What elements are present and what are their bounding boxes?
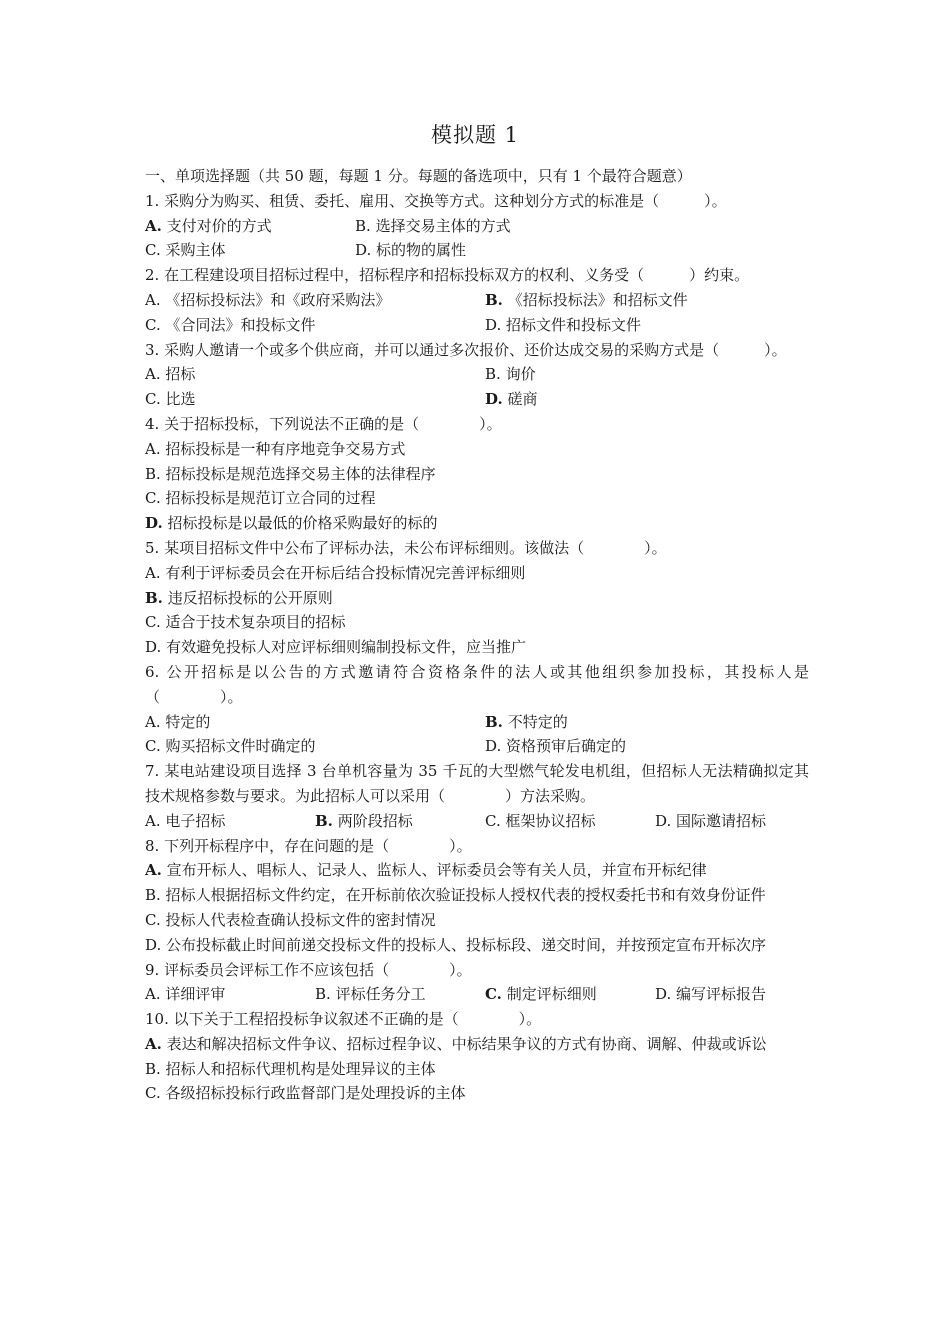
option-6c: C. 购买招标文件时确定的 (145, 737, 316, 756)
option-7a: A. 电子招标 (145, 811, 226, 830)
option-3c: C. 比选 (145, 390, 196, 409)
question-6-stem: 6. 公开招标是以公告的方式邀请符合资格条件的法人或其他组织参加投标，其投标人是（ ）。 (145, 662, 809, 706)
page-title: 模拟题 1 (430, 123, 520, 147)
option-10c: C. 各级招标投标行政监督部门是处理投诉的主体 (145, 1084, 466, 1103)
question-7-options-row (145, 809, 809, 834)
option-5c: C. 适合于技术复杂项目的招标 (145, 613, 346, 632)
option-3a: A. 招标 (145, 365, 196, 384)
question-1-stem: 1. 采购分为购买、租赁、委托、雇用、交换等方式。这种划分方式的标准是（ ）。 (145, 191, 727, 210)
section-heading: 一、单项选择题（共 50 题，每题 1 分。每题的备选项中，只有 1 个最符合题意） (145, 167, 692, 185)
option-1a: A. 支付对价的方式 (145, 216, 272, 235)
question-9-stem: 9. 评标委员会评标工作不应该包括（ ）。 (145, 960, 472, 979)
question-2-options-row-2 (145, 313, 809, 338)
question-3-options-row-1 (145, 362, 809, 387)
option-8c: C. 投标人代表检查确认投标文件的密封情况 (145, 910, 436, 929)
question-2-options-row-1 (145, 288, 809, 313)
question-10-stem: 10. 以下关于工程招投标争议叙述不正确的是（ ）。 (145, 1010, 542, 1029)
question-6-options-row-1 (145, 710, 809, 735)
option-3d: D. 磋商 (485, 390, 538, 409)
question-7-stem: 7. 某电站建设项目选择 3 台单机容量为 35 千瓦的大型燃气轮发电机组，但招标人无法精确拟定其技术规格参数与要求。为此招标人可以采用（ ）方法采购。 (145, 762, 809, 805)
option-6d: D. 资格预审后确定的 (485, 737, 627, 756)
option-10a: A. 表达和解决招标文件争议、招标过程争议、中标结果争议的方式有协商、调解、仲裁或诉讼 (145, 1034, 767, 1053)
question-4-stem: 4. 关于招标投标，下列说法不正确的是（ ）。 (145, 414, 502, 433)
option-5b: B. 违反招标投标的公开原则 (145, 588, 333, 607)
option-8a: A. 宣布开标人、唱标人、记录人、监标人、评标委员会等有关人员，并宣布开标纪律 (145, 861, 707, 880)
option-9b: B. 评标任务分工 (315, 985, 426, 1004)
question-9-options-row (145, 982, 809, 1007)
option-2c: C. 《合同法》和投标文件 (145, 315, 316, 334)
question-3-stem: 3. 采购人邀请一个或多个供应商，并可以通过多次报价、还价达成交易的采购方式是（ ）。 (145, 340, 787, 359)
option-8d: D. 公布投标截止时间前递交投标文件的投标人、投标标段、递交时间，并按预定宣布开标次序 (145, 935, 767, 954)
question-2-stem: 2. 在工程建设项目招标过程中，招标程序和招标投标双方的权利、义务受（ ）约束。 (145, 266, 750, 285)
option-2a: A. 《招标投标法》和《政府采购法》 (145, 290, 391, 309)
option-4b: B. 招标投标是规范选择交易主体的法律程序 (145, 464, 436, 483)
question-5-stem: 5. 某项目招标文件中公布了评标办法，未公布评标细则。该做法（ ）。 (145, 538, 667, 557)
option-9a: A. 详细评审 (145, 985, 226, 1004)
option-9d: D. 编写评标报告 (655, 985, 767, 1004)
option-7b: B. 两阶段招标 (315, 811, 413, 830)
question-8-stem: 8. 下列开标程序中，存在问题的是（ ）。 (145, 836, 472, 855)
option-6a: A. 特定的 (145, 712, 211, 731)
option-6b: B. 不特定的 (485, 712, 568, 731)
option-4c: C. 招标投标是规范订立合同的过程 (145, 489, 376, 508)
option-8b: B. 招标人根据招标文件约定，在开标前依次验证投标人授权代表的授权委托书和有效身份证件 (145, 886, 766, 905)
option-1c: C. 采购主体 (145, 241, 226, 260)
option-2b: B. 《招标投标法》和招标文件 (485, 290, 688, 309)
question-3-options-row-2 (145, 387, 809, 412)
exam-content (145, 164, 809, 1106)
option-7d: D. 国际邀请招标 (655, 811, 767, 830)
option-1d: D. 标的物的属性 (355, 241, 467, 260)
option-9c: C. 制定评标细则 (485, 985, 597, 1004)
question-6-options-row-2 (145, 734, 809, 759)
option-2d: D. 招标文件和投标文件 (485, 315, 642, 334)
option-4d: D. 招标投标是以最低的价格采购最好的标的 (145, 514, 438, 533)
option-5a: A. 有利于评标委员会在开标后结合投标情况完善评标细则 (145, 563, 526, 582)
option-3b: B. 询价 (485, 365, 536, 384)
option-7c: C. 框架协议招标 (485, 811, 596, 830)
question-1-options-row-2 (145, 238, 809, 263)
option-10b: B. 招标人和招标代理机构是处理异议的主体 (145, 1059, 436, 1078)
option-4a: A. 招标投标是一种有序地竞争交易方式 (145, 439, 406, 458)
option-1b: B. 选择交易主体的方式 (355, 216, 511, 235)
question-1-options-row-1 (145, 214, 809, 239)
option-5d: D. 有效避免投标人对应评标细则编制投标文件，应当推广 (145, 638, 527, 657)
